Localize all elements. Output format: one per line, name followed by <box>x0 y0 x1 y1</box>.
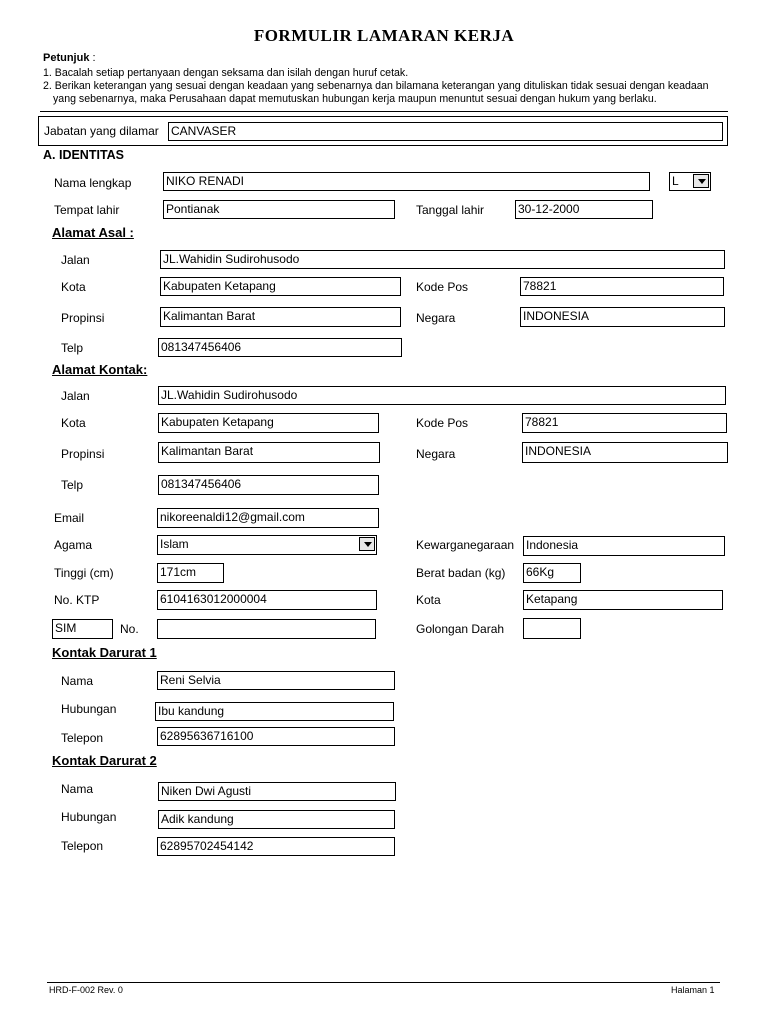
jabatan-label: Jabatan yang dilamar <box>44 124 159 138</box>
instructions-list <box>43 67 733 106</box>
darurat1-hubungan-input[interactable]: Ibu kandung <box>155 702 394 721</box>
kontak-jalan-label: Jalan <box>61 389 90 403</box>
ktp-label: No. KTP <box>54 593 100 607</box>
page-title: FORMULIR LAMARAN KERJA <box>253 26 515 45</box>
kewarganegaraan-input[interactable]: Indonesia <box>523 536 725 556</box>
tinggi-input[interactable]: 171cm <box>157 563 224 583</box>
kontak-jalan-input[interactable]: JL.Wahidin Sudirohusodo <box>158 386 726 405</box>
kontak-telp-label: Telp <box>61 478 84 492</box>
email-label: Email <box>54 511 85 525</box>
gender-value: L <box>672 174 679 188</box>
instruction-item: 1. Bacalah setiap pertanyaan dengan seksama dan isilah dengan huruf cetak. <box>43 67 409 79</box>
asal-propinsi-input[interactable]: Kalimantan Barat <box>160 307 401 327</box>
darurat1-telepon-input[interactable]: 62895636716100 <box>157 727 395 746</box>
kontak-propinsi-input[interactable]: Kalimantan Barat <box>158 442 380 463</box>
instructions-heading: Petunjuk : <box>43 52 96 64</box>
asal-kodepos-label: Kode Pos <box>416 280 469 294</box>
kontak-kota-label: Kota <box>61 416 86 430</box>
golongan-darah-label: Golongan Darah <box>416 622 505 636</box>
asal-propinsi-label: Propinsi <box>61 311 105 325</box>
header-divider <box>40 111 728 112</box>
berat-label: Berat badan (kg) <box>416 566 506 580</box>
darurat2-hubungan-label: Hubungan <box>61 810 117 824</box>
agama-select[interactable] <box>157 535 377 555</box>
darurat2-hubungan-input[interactable]: Adik kandung <box>158 810 395 829</box>
chevron-down-icon[interactable] <box>359 537 375 551</box>
nama-label: Nama lengkap <box>54 176 132 190</box>
ktp-kota-label: Kota <box>416 593 441 607</box>
tanggal-lahir-label: Tanggal lahir <box>416 203 485 217</box>
agama-value: Islam <box>160 537 189 551</box>
asal-jalan-label: Jalan <box>61 253 90 267</box>
asal-negara-input[interactable]: INDONESIA <box>520 307 725 327</box>
kontak-negara-label: Negara <box>416 447 456 461</box>
darurat1-telepon-label: Telepon <box>61 731 104 745</box>
instruction-item: yang sebenarnya, maka Perusahaan dapat memutuskan hubungan kerja maupun menuntut sesuai dengan hukum yang berlaku. <box>53 93 657 105</box>
ktp-kota-input[interactable]: Ketapang <box>523 590 723 610</box>
gender-select[interactable] <box>669 172 711 191</box>
tinggi-label: Tinggi (cm) <box>54 566 114 580</box>
section-kontak-darurat-2: Kontak Darurat 2 <box>52 753 157 768</box>
chevron-down-icon[interactable] <box>693 174 709 188</box>
sim-no-input[interactable] <box>157 619 376 639</box>
section-kontak-darurat-1: Kontak Darurat 1 <box>52 645 157 660</box>
page-number: Halaman 1 <box>671 985 715 995</box>
kontak-kodepos-input[interactable]: 78821 <box>522 413 727 433</box>
section-alamat-asal: Alamat Asal : <box>52 225 134 240</box>
asal-negara-label: Negara <box>416 311 456 325</box>
kontak-kodepos-label: Kode Pos <box>416 416 469 430</box>
asal-jalan-input[interactable]: JL.Wahidin Sudirohusodo <box>160 250 725 269</box>
footer-divider <box>47 982 720 983</box>
asal-kota-label: Kota <box>61 280 86 294</box>
ktp-input[interactable]: 6104163012000004 <box>157 590 377 610</box>
instruction-item: 2. Berikan keterangan yang sesuai dengan keadaan yang sebenarnya dan bilamana keterangan yang dituliskan tidak sesuai dengan keadaan <box>43 80 709 92</box>
darurat2-nama-label: Nama <box>61 782 94 796</box>
berat-input[interactable]: 66Kg <box>523 563 581 583</box>
kontak-propinsi-label: Propinsi <box>61 447 105 461</box>
section-identitas: A. IDENTITAS <box>43 148 125 162</box>
asal-telp-input[interactable]: 081347456406 <box>158 338 402 357</box>
document-code: HRD-F-002 Rev. 0 <box>49 985 123 995</box>
tanggal-lahir-input[interactable]: 30-12-2000 <box>515 200 653 219</box>
section-alamat-kontak: Alamat Kontak: <box>52 362 148 377</box>
jabatan-input[interactable]: CANVASER <box>168 122 723 141</box>
kontak-negara-input[interactable]: INDONESIA <box>522 442 728 463</box>
tempat-lahir-label: Tempat lahir <box>54 203 120 217</box>
kontak-telp-input[interactable]: 081347456406 <box>158 475 379 495</box>
darurat2-telepon-input[interactable]: 62895702454142 <box>157 837 395 856</box>
email-input[interactable]: nikoreenaldi12@gmail.com <box>157 508 379 528</box>
asal-kota-input[interactable]: Kabupaten Ketapang <box>160 277 401 296</box>
darurat2-telepon-label: Telepon <box>61 839 104 853</box>
darurat1-hubungan-label: Hubungan <box>61 702 117 716</box>
asal-telp-label: Telp <box>61 341 84 355</box>
darurat1-nama-input[interactable]: Reni Selvia <box>157 671 395 690</box>
agama-label: Agama <box>54 538 93 552</box>
kontak-kota-input[interactable]: Kabupaten Ketapang <box>158 413 379 433</box>
kewarganegaraan-label: Kewarganegaraan <box>416 538 515 552</box>
darurat2-nama-input[interactable]: Niken Dwi Agusti <box>158 782 396 801</box>
darurat1-nama-label: Nama <box>61 674 94 688</box>
asal-kodepos-input[interactable]: 78821 <box>520 277 724 296</box>
sim-type-input[interactable]: SIM <box>52 619 113 639</box>
nama-input[interactable]: NIKO RENADI <box>163 172 650 191</box>
sim-no-label: No. <box>120 622 139 636</box>
tempat-lahir-input[interactable]: Pontianak <box>163 200 395 219</box>
golongan-darah-input[interactable] <box>523 618 581 639</box>
